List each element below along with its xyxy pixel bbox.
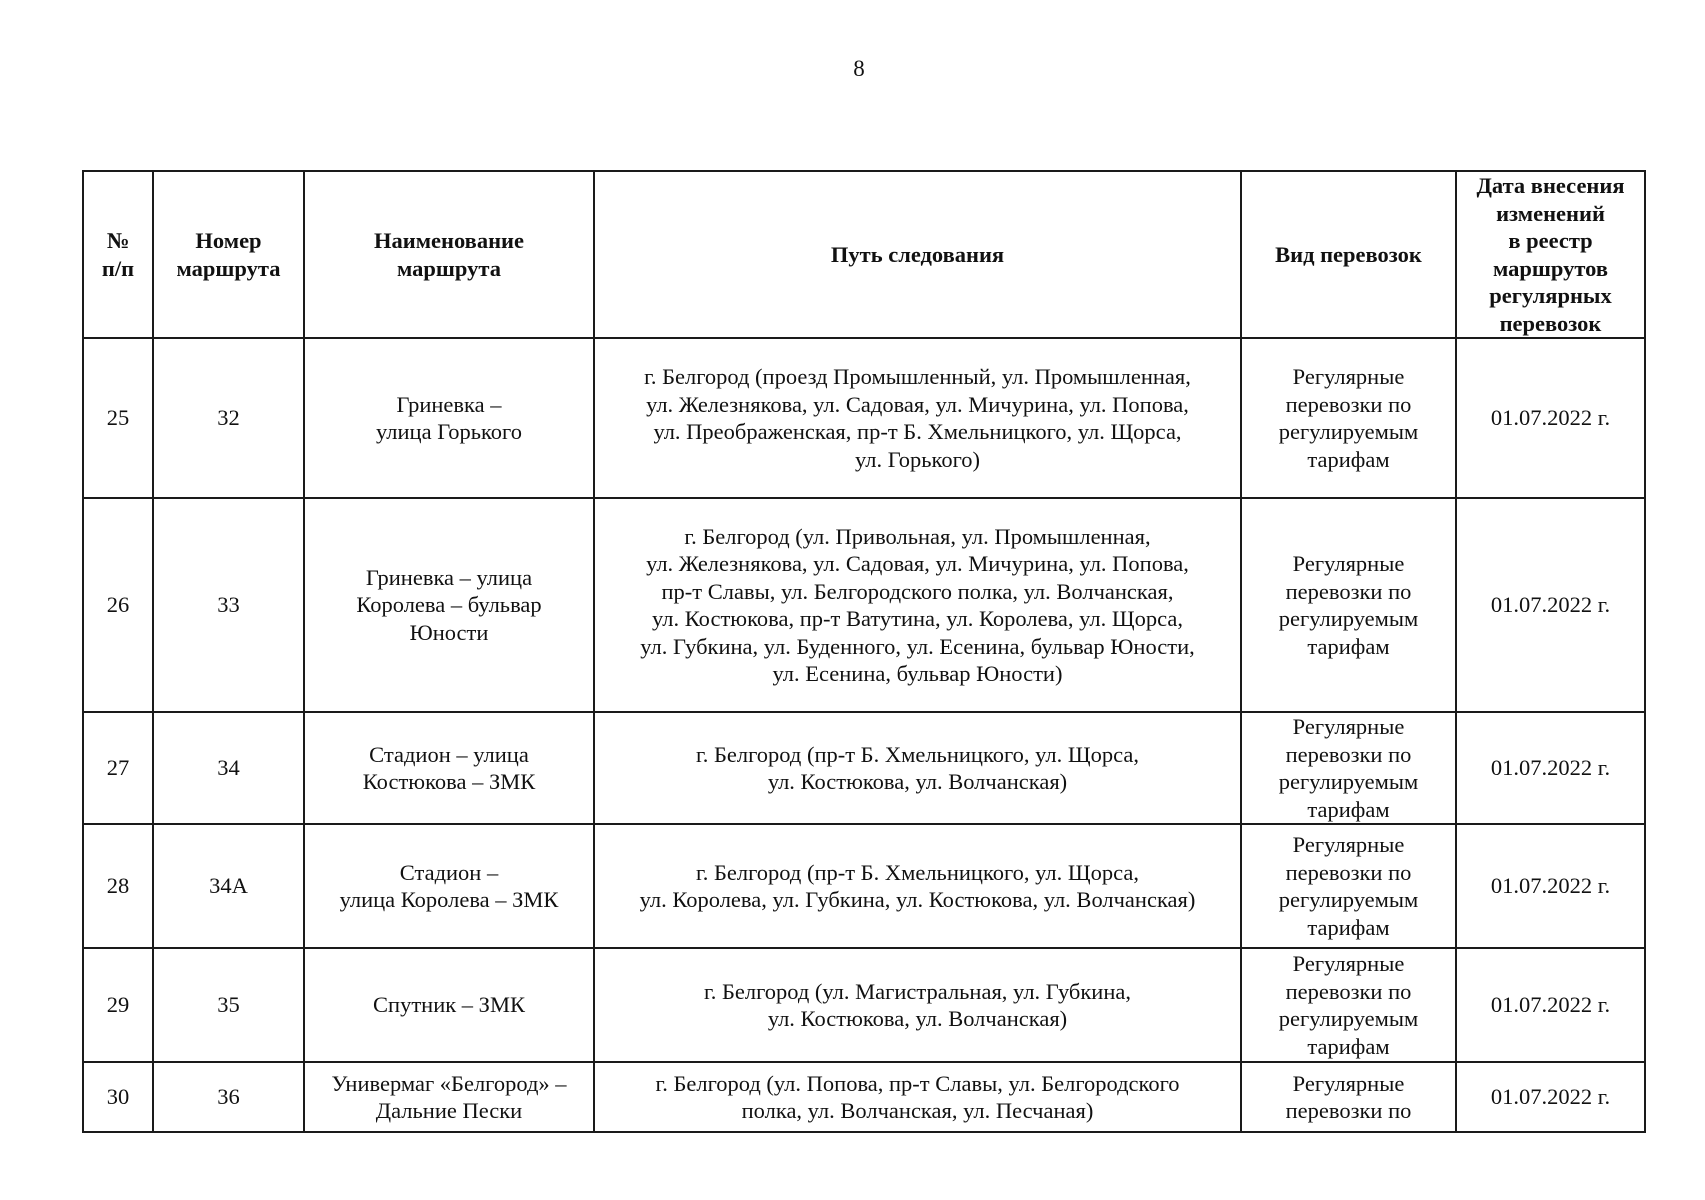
cell-route-number: 34А [153,824,304,948]
cell-line: г. Белгород (проезд Промышленный, ул. Промышленная, [644,364,1191,389]
cell-line: ул. Костюкова, ул. Волчанская) [767,769,1068,794]
cell-line: пр-т Славы, ул. Белгородского полка, ул. Волчанская, [661,578,1174,604]
cell-index: 29 [83,948,153,1062]
cell-line: перевозки по [1285,978,1412,1004]
cell-route-number: 32 [153,338,304,498]
cell-line: г. Белгород (ул. Попова, пр-т Славы, ул. Белгородского [655,1070,1180,1096]
cell-line: регулируемым [1278,769,1419,794]
table-row [83,1062,1645,1132]
cell-line: в реестр [1508,228,1593,253]
cell-line: тарифам [1307,1033,1390,1059]
cell-index: 30 [83,1062,153,1132]
cell-line: № [106,228,130,253]
cell-index: 25 [83,338,153,498]
cell-line: ул. Королева, ул. Губкина, ул. Костюкова, ул. Волчанская) [639,887,1196,912]
cell-line: ул. Горького) [855,446,980,472]
header-row [83,171,1645,338]
table-row [83,948,1645,1062]
cell-line: ул. Есенина, бульвар Юности) [772,661,1063,686]
cell-index: 26 [83,498,153,712]
cell-line: Регулярные [1292,714,1405,739]
cell-line: перевозки по [1285,859,1412,885]
cell-route-name [304,712,594,824]
cell-line: Стадион – [399,859,499,885]
cell-line: маршрутов [1493,255,1608,281]
cell-line: перевозок [1499,310,1602,336]
cell-change-date: 01.07.2022 г. [1456,1062,1645,1132]
header-transport-type [1241,171,1456,338]
cell-line: Регулярные [1292,951,1405,976]
cell-line: г. Белгород (ул. Магистральная, ул. Губкина, [704,978,1131,1004]
cell-line: Дальние Пески [375,1098,523,1123]
cell-line: тарифам [1307,633,1390,659]
cell-line: Стадион – улица [369,741,529,767]
cell-line: перевозки по [1285,391,1412,417]
cell-line: маршрута [397,255,501,281]
cell-line: перевозки по [1285,741,1412,767]
cell-line: улица Горького [376,419,522,444]
table-header [83,171,1645,338]
cell-line: перевозки по [1285,578,1412,604]
cell-line: ул. Железнякова, ул. Садовая, ул. Мичурина, ул. Попова, [646,551,1189,576]
table-row [83,712,1645,824]
routes-table-container [82,170,1646,1133]
cell-line: перевозки по [1285,1098,1412,1123]
cell-route-name [304,498,594,712]
cell-line: тарифам [1307,914,1390,940]
cell-line: маршрута [176,255,281,281]
cell-line: Регулярные [1292,551,1405,576]
cell-path [594,498,1241,712]
cell-line: Дата внесения [1476,173,1625,198]
cell-route-number: 36 [153,1062,304,1132]
cell-line: ул. Губкина, ул. Буденного, ул. Есенина, бульвар Юности, [640,633,1195,659]
cell-line: регулируемым [1278,606,1419,631]
cell-line: изменений [1496,200,1605,226]
cell-line: Наименование [374,228,524,253]
cell-route-name [304,824,594,948]
cell-route-number: 34 [153,712,304,824]
cell-line: Спутник – ЗМК [373,992,525,1018]
cell-line: ул. Костюкова, пр-т Ватутина, ул. Королева, ул. Щорса, [652,606,1183,631]
cell-line: Универмаг «Белгород» – [331,1070,567,1096]
cell-line: улица Королева – ЗМК [339,887,559,912]
table-row [83,498,1645,712]
cell-route-number: 35 [153,948,304,1062]
cell-index: 27 [83,712,153,824]
cell-line: регулярных [1489,283,1612,308]
header-path [594,171,1241,338]
cell-transport-type [1241,498,1456,712]
header-route-name [304,171,594,338]
cell-change-date: 01.07.2022 г. [1456,498,1645,712]
cell-line: регулируемым [1278,1006,1419,1031]
cell-change-date: 01.07.2022 г. [1456,338,1645,498]
cell-path [594,1062,1241,1132]
cell-route-name [304,338,594,498]
page-number: 8 [853,56,865,81]
cell-line: г. Белгород (пр-т Б. Хмельницкого, ул. Щорса, [696,741,1139,767]
cell-path [594,948,1241,1062]
cell-line: ул. Железнякова, ул. Садовая, ул. Мичурина, ул. Попова, [646,391,1189,417]
table-row [83,338,1645,498]
cell-line: Вид перевозок [1275,241,1422,267]
cell-path [594,338,1241,498]
cell-line: Регулярные [1292,832,1405,857]
cell-path [594,824,1241,948]
header-index [83,171,153,338]
cell-line: Путь следования [830,241,1005,267]
cell-line: Регулярные [1292,1070,1405,1096]
cell-transport-type [1241,824,1456,948]
cell-change-date: 01.07.2022 г. [1456,824,1645,948]
table-body [83,338,1645,1132]
cell-line: Номер [195,228,262,253]
header-route-number [153,171,304,338]
cell-path [594,712,1241,824]
cell-line: Регулярные [1292,364,1405,389]
header-change-date [1456,171,1645,338]
cell-line: тарифам [1307,796,1390,822]
cell-line: регулируемым [1278,419,1419,444]
cell-route-name [304,948,594,1062]
cell-line: Юности [409,619,489,645]
cell-transport-type [1241,948,1456,1062]
cell-line: ул. Преображенская, пр-т Б. Хмельницкого, ул. Щорса, [653,419,1182,444]
table-row [83,824,1645,948]
cell-line: полка, ул. Волчанская, ул. Песчаная) [741,1098,1094,1123]
cell-line: тарифам [1307,446,1390,472]
cell-line: п/п [101,255,135,281]
cell-line: Гриневка – [396,391,502,417]
routes-table [82,170,1646,1133]
cell-line: регулируемым [1278,887,1419,912]
cell-route-name [304,1062,594,1132]
cell-transport-type [1241,1062,1456,1132]
cell-index: 28 [83,824,153,948]
cell-route-number: 33 [153,498,304,712]
cell-line: Гриневка – улица [365,564,533,590]
cell-transport-type [1241,338,1456,498]
cell-line: Костюкова – ЗМК [362,769,536,794]
cell-line: г. Белгород (ул. Привольная, ул. Промышленная, [684,523,1151,549]
cell-line: г. Белгород (пр-т Б. Хмельницкого, ул. Щорса, [696,859,1139,885]
cell-line: Королева – бульвар [356,592,542,618]
cell-transport-type [1241,712,1456,824]
cell-change-date: 01.07.2022 г. [1456,948,1645,1062]
cell-line: ул. Костюкова, ул. Волчанская) [767,1006,1068,1031]
cell-change-date: 01.07.2022 г. [1456,712,1645,824]
